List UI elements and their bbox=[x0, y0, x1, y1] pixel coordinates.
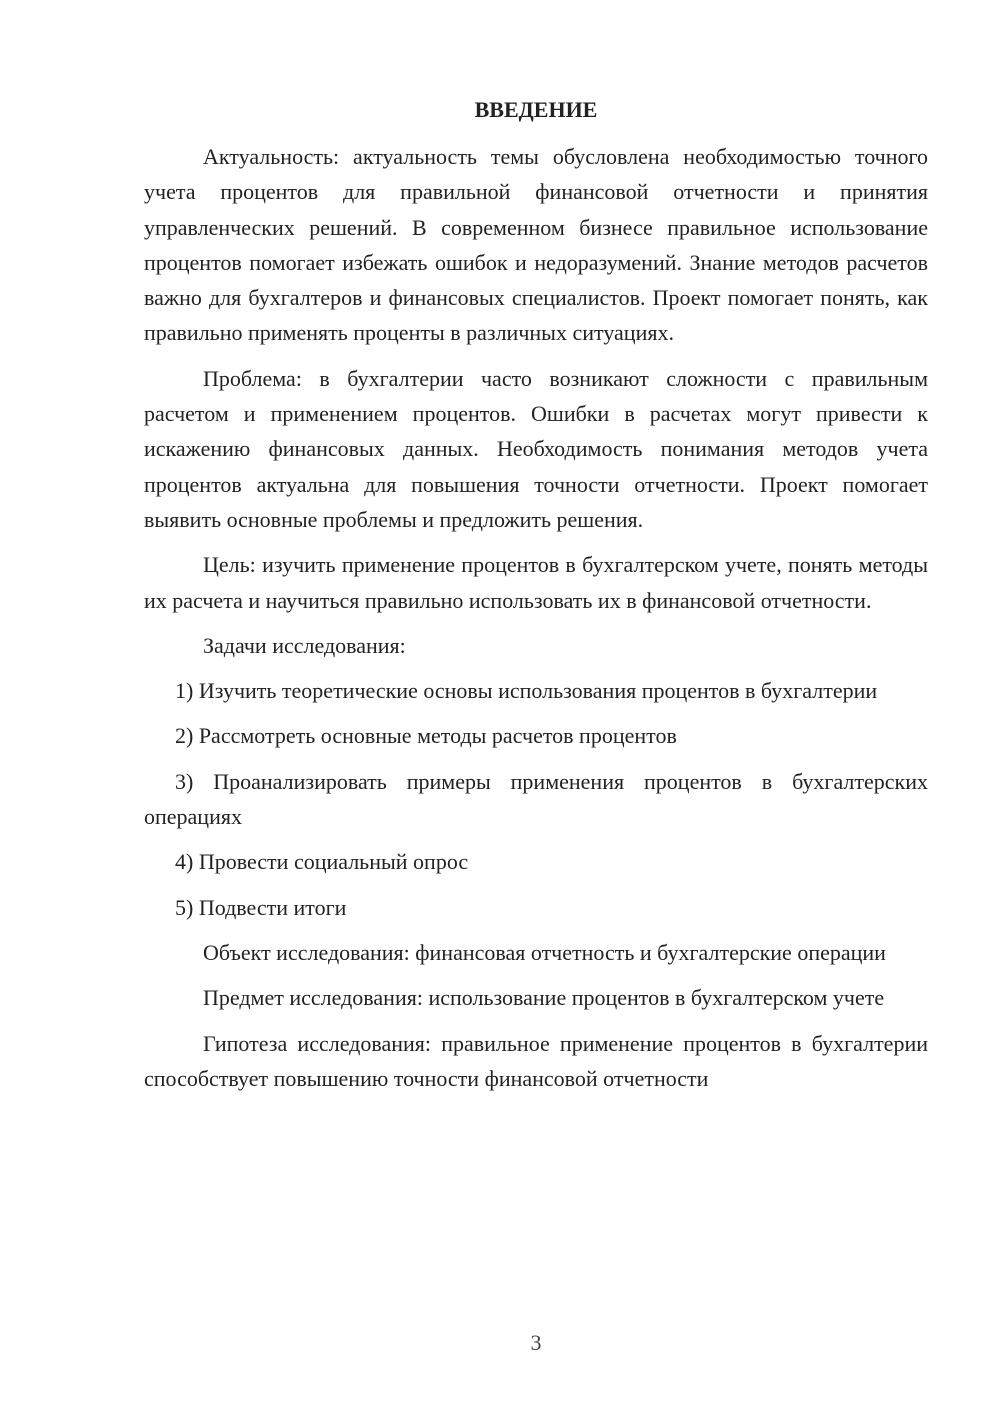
subject-paragraph: Предмет исследования: использование процентов в бухгалтерском учете bbox=[203, 985, 885, 1011]
page-number: 3 bbox=[530, 1330, 542, 1355]
goal-paragraph: Цель: изучить применение процентов в бухгалтерском учете, понять методы их расчета и научиться правильно использовать их в финансовой отчетности. bbox=[144, 552, 928, 613]
hypothesis-paragraph: Гипотеза исследования: правильное применение процентов в бухгалтерии способствует повышению точности финансовой отчетности bbox=[144, 1030, 928, 1091]
object-paragraph: Объект исследования: финансовая отчетность и бухгалтерские операции bbox=[203, 939, 886, 965]
task-item: 5) Подвести итоги bbox=[175, 894, 347, 920]
task-item: 1) Изучить теоретические основы использования процентов в бухгалтерии bbox=[175, 678, 878, 704]
tasks-title: Задачи исследования: bbox=[203, 632, 406, 658]
document-page bbox=[144, 92, 928, 1106]
section-heading: ВВЕДЕНИЕ bbox=[474, 97, 598, 122]
task-item: 2) Рассмотреть основные методы расчетов процентов bbox=[175, 723, 677, 749]
task-item: 3) Проанализировать примеры применения процентов в бухгалтерских операциях bbox=[144, 768, 928, 830]
relevance-paragraph: Актуальность: актуальность темы обусловлена необходимостью точного учета процентов для правильной финансовой отчетности и принятия управленческих решений. В современном бизнесе правильное использование процентов помогает избежать ошибок и недоразумений. Знание методов расчетов важно для бухгалтеров и финансовых специалистов. Проект помогает понять, как правильно применять проценты в различных ситуациях. bbox=[144, 144, 928, 346]
task-item: 4) Провести социальный опрос bbox=[175, 849, 469, 875]
problem-paragraph: Проблема: в бухгалтерии часто возникают сложности с правильным расчетом и применением процентов. Ошибки в расчетах могут привести к искажению финансовых данных. Необходимость понимания методов учета процентов актуальна для повышения точности отчетности. Проект помогает выявить основные проблемы и предложить решения. bbox=[144, 365, 928, 532]
